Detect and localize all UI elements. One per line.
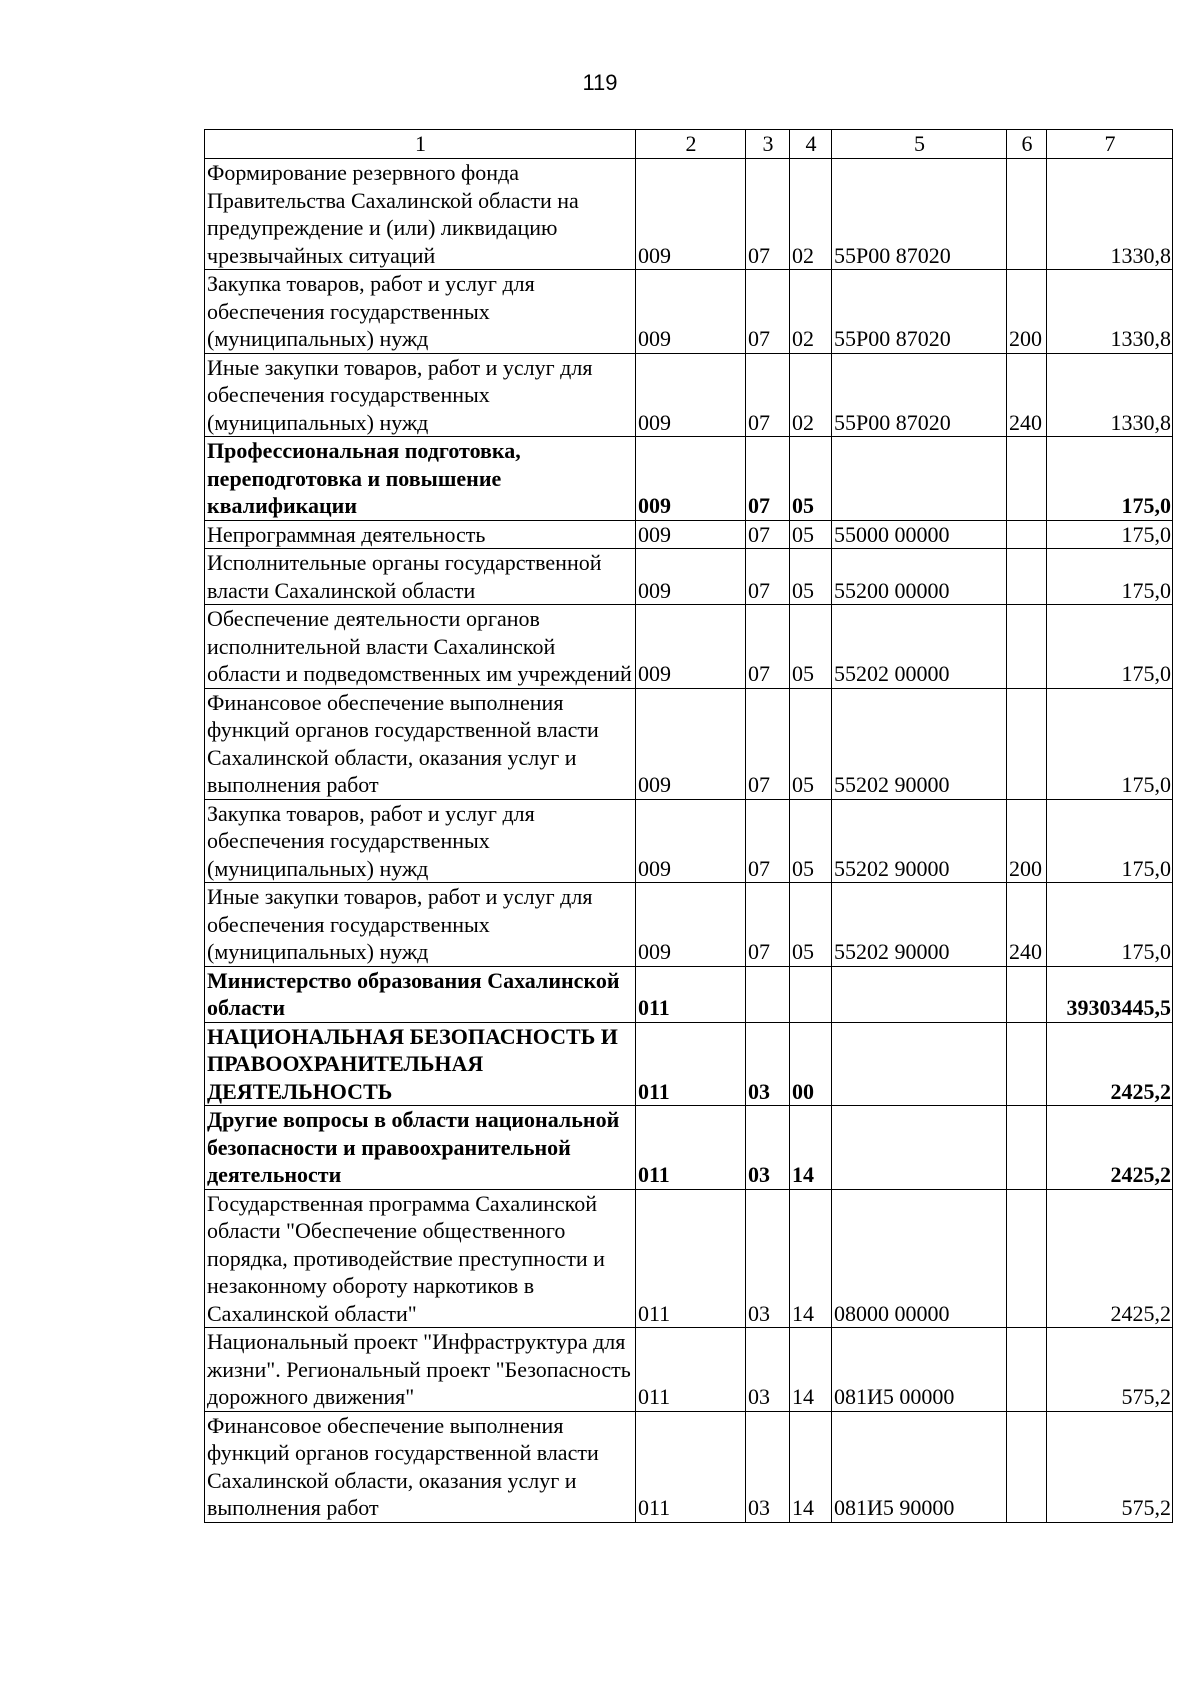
- section-cell: 07: [746, 549, 790, 605]
- item-name-cell: НАЦИОНАЛЬНАЯ БЕЗОПАСНОСТЬ И ПРАВООХРАНИТЕЛЬНАЯ ДЕЯТЕЛЬНОСТЬ: [205, 1022, 636, 1106]
- amount-cell: 175,0: [1047, 688, 1173, 799]
- budget-table: [204, 129, 1173, 1523]
- section-cell: 03: [746, 1022, 790, 1106]
- target-article-cell: 55Р00 87020: [832, 270, 1007, 354]
- code-cell: 009: [636, 549, 746, 605]
- code-cell: 009: [636, 799, 746, 883]
- header-cell: 5: [832, 130, 1007, 159]
- amount-cell: 2425,2: [1047, 1022, 1173, 1106]
- item-name-cell: Закупка товаров, работ и услуг для обеспечения государственных (муниципальных) нужд: [205, 799, 636, 883]
- section-cell: 07: [746, 353, 790, 437]
- expense-type-cell: [1007, 437, 1047, 521]
- item-name-cell: Финансовое обеспечение выполнения функций органов государственной власти Сахалинской области, оказания услуг и выполнения работ: [205, 688, 636, 799]
- expense-type-cell: 200: [1007, 799, 1047, 883]
- section-cell: 03: [746, 1328, 790, 1412]
- table-row: [205, 966, 1173, 1022]
- item-name-cell: Непрограммная деятельность: [205, 520, 636, 549]
- table-row: [205, 1411, 1173, 1522]
- code-cell: 009: [636, 688, 746, 799]
- subsection-cell: 05: [790, 437, 832, 521]
- code-cell: 009: [636, 520, 746, 549]
- item-name-cell: Обеспечение деятельности органов исполнительной власти Сахалинской области и подведомственных им учреждений: [205, 605, 636, 689]
- header-cell: 7: [1047, 130, 1173, 159]
- target-article-cell: 55200 00000: [832, 549, 1007, 605]
- expense-type-cell: [1007, 605, 1047, 689]
- subsection-cell: [790, 966, 832, 1022]
- amount-cell: 39303445,5: [1047, 966, 1173, 1022]
- target-article-cell: 08000 00000: [832, 1189, 1007, 1328]
- amount-cell: 175,0: [1047, 883, 1173, 967]
- expense-type-cell: [1007, 159, 1047, 270]
- target-article-cell: [832, 966, 1007, 1022]
- subsection-cell: 02: [790, 270, 832, 354]
- target-article-cell: [832, 437, 1007, 521]
- amount-cell: 175,0: [1047, 605, 1173, 689]
- amount-cell: 175,0: [1047, 520, 1173, 549]
- item-name-cell: Иные закупки товаров, работ и услуг для обеспечения государственных (муниципальных) нужд: [205, 883, 636, 967]
- code-cell: 011: [636, 1411, 746, 1522]
- table-row: [205, 1328, 1173, 1412]
- header-cell: 1: [205, 130, 636, 159]
- subsection-cell: 05: [790, 549, 832, 605]
- section-cell: 07: [746, 159, 790, 270]
- target-article-cell: 55000 00000: [832, 520, 1007, 549]
- table-row: [205, 353, 1173, 437]
- code-cell: 009: [636, 883, 746, 967]
- target-article-cell: [832, 1106, 1007, 1190]
- table-row: [205, 688, 1173, 799]
- target-article-cell: 55Р00 87020: [832, 353, 1007, 437]
- subsection-cell: 05: [790, 688, 832, 799]
- subsection-cell: 14: [790, 1328, 832, 1412]
- section-cell: 07: [746, 270, 790, 354]
- amount-cell: 575,2: [1047, 1411, 1173, 1522]
- expense-type-cell: [1007, 549, 1047, 605]
- section-cell: 07: [746, 437, 790, 521]
- table-row: [205, 1189, 1173, 1328]
- code-cell: 009: [636, 437, 746, 521]
- item-name-cell: Другие вопросы в области национальной безопасности и правоохранительной деятельности: [205, 1106, 636, 1190]
- item-name-cell: Министерство образования Сахалинской области: [205, 966, 636, 1022]
- code-cell: 011: [636, 1022, 746, 1106]
- amount-cell: 1330,8: [1047, 159, 1173, 270]
- table-row: [205, 437, 1173, 521]
- expense-type-cell: [1007, 1189, 1047, 1328]
- expense-type-cell: [1007, 1022, 1047, 1106]
- section-cell: 07: [746, 799, 790, 883]
- amount-cell: 175,0: [1047, 799, 1173, 883]
- table-row: [205, 605, 1173, 689]
- header-cell: 2: [636, 130, 746, 159]
- header-cell: 4: [790, 130, 832, 159]
- table-row: [205, 520, 1173, 549]
- section-cell: 03: [746, 1189, 790, 1328]
- header-cell: 6: [1007, 130, 1047, 159]
- expense-type-cell: 200: [1007, 270, 1047, 354]
- expense-type-cell: 240: [1007, 883, 1047, 967]
- subsection-cell: 05: [790, 605, 832, 689]
- subsection-cell: 02: [790, 353, 832, 437]
- expense-type-cell: [1007, 520, 1047, 549]
- section-cell: 07: [746, 883, 790, 967]
- page-number: 119: [582, 70, 618, 95]
- section-cell: 07: [746, 520, 790, 549]
- code-cell: 011: [636, 1189, 746, 1328]
- expense-type-cell: 240: [1007, 353, 1047, 437]
- expense-type-cell: [1007, 688, 1047, 799]
- target-article-cell: 55Р00 87020: [832, 159, 1007, 270]
- subsection-cell: 00: [790, 1022, 832, 1106]
- item-name-cell: Государственная программа Сахалинской области "Обеспечение общественного порядка, противодействие преступности и незаконному обороту наркотиков в Сахалинской области": [205, 1189, 636, 1328]
- table-row: [205, 159, 1173, 270]
- item-name-cell: Иные закупки товаров, работ и услуг для обеспечения государственных (муниципальных) нужд: [205, 353, 636, 437]
- item-name-cell: Национальный проект "Инфраструктура для жизни". Региональный проект "Безопасность дорожного движения": [205, 1328, 636, 1412]
- target-article-cell: [832, 1022, 1007, 1106]
- expense-type-cell: [1007, 1328, 1047, 1412]
- subsection-cell: 14: [790, 1189, 832, 1328]
- item-name-cell: Закупка товаров, работ и услуг для обеспечения государственных (муниципальных) нужд: [205, 270, 636, 354]
- code-cell: 011: [636, 966, 746, 1022]
- target-article-cell: 55202 90000: [832, 799, 1007, 883]
- section-cell: [746, 966, 790, 1022]
- table-row: [205, 799, 1173, 883]
- table-row: [205, 270, 1173, 354]
- subsection-cell: 05: [790, 883, 832, 967]
- code-cell: 011: [636, 1328, 746, 1412]
- code-cell: 009: [636, 270, 746, 354]
- target-article-cell: 55202 90000: [832, 883, 1007, 967]
- amount-cell: 175,0: [1047, 437, 1173, 521]
- subsection-cell: 14: [790, 1411, 832, 1522]
- table-row: [205, 549, 1173, 605]
- target-article-cell: 55202 90000: [832, 688, 1007, 799]
- table-row: [205, 883, 1173, 967]
- section-cell: 03: [746, 1106, 790, 1190]
- section-cell: 07: [746, 688, 790, 799]
- header-row: [205, 130, 1173, 159]
- section-cell: 07: [746, 605, 790, 689]
- expense-type-cell: [1007, 1411, 1047, 1522]
- amount-cell: 1330,8: [1047, 353, 1173, 437]
- expense-type-cell: [1007, 1106, 1047, 1190]
- item-name-cell: Формирование резервного фонда Правительства Сахалинской области на предупреждение и (или) ликвидацию чрезвычайных ситуаций: [205, 159, 636, 270]
- amount-cell: 2425,2: [1047, 1189, 1173, 1328]
- subsection-cell: 02: [790, 159, 832, 270]
- subsection-cell: 14: [790, 1106, 832, 1190]
- code-cell: 011: [636, 1106, 746, 1190]
- section-cell: 03: [746, 1411, 790, 1522]
- target-article-cell: 081И5 90000: [832, 1411, 1007, 1522]
- table-row: [205, 1022, 1173, 1106]
- amount-cell: 575,2: [1047, 1328, 1173, 1412]
- item-name-cell: Финансовое обеспечение выполнения функций органов государственной власти Сахалинской области, оказания услуг и выполнения работ: [205, 1411, 636, 1522]
- expense-type-cell: [1007, 966, 1047, 1022]
- subsection-cell: 05: [790, 520, 832, 549]
- item-name-cell: Исполнительные органы государственной власти Сахалинской области: [205, 549, 636, 605]
- header-cell: 3: [746, 130, 790, 159]
- target-article-cell: 081И5 00000: [832, 1328, 1007, 1412]
- amount-cell: 175,0: [1047, 549, 1173, 605]
- subsection-cell: 05: [790, 799, 832, 883]
- code-cell: 009: [636, 159, 746, 270]
- code-cell: 009: [636, 353, 746, 437]
- target-article-cell: 55202 00000: [832, 605, 1007, 689]
- amount-cell: 2425,2: [1047, 1106, 1173, 1190]
- code-cell: 009: [636, 605, 746, 689]
- amount-cell: 1330,8: [1047, 270, 1173, 354]
- item-name-cell: Профессиональная подготовка, переподготовка и повышение квалификации: [205, 437, 636, 521]
- table-row: [205, 1106, 1173, 1190]
